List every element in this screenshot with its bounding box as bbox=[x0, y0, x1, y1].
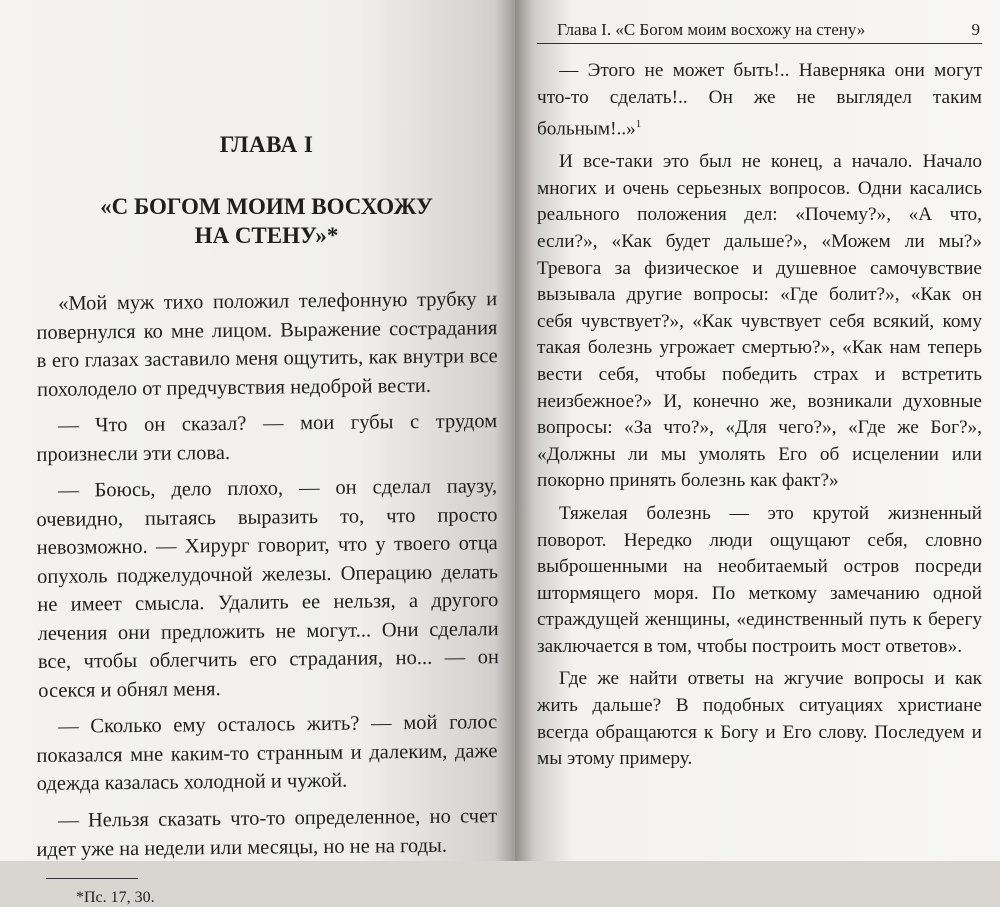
paragraph: И все-таки это был не конец, а начало. Начало многих и очень серьезных вопросов. Одни касались реального положения дел: «Почему?», «А что, если?», «Как будет дальше?», «Можем ли мы?» Тревога за физическое и душевное самочувствие вызывала другие вопросы: «Где болит?», «Как он себя чувствует?», «Как чувствует себя всякий, кому такая болезнь угрожает смертью?», «Как нам теперь вести себя, чтобы победить страх и встретить неизбежное?» И, конечно же, возникали духовные вопросы: «За что?», «Для чего?», «Где же Бог?», «Должны ли мы умолять Его об исцелении или покорно принять болезнь как факт?» bbox=[537, 151, 982, 492]
paragraph: — Боюсь, дело плохо, — он сделал паузу, очевидно, пытаясь выразить то, что просто невозможно. — Хирург говорит, что у твоего отца опухоль поджелудочной железы. Операцию делать не имеет смысла. Удалить ее нельзя, а другого лечения они предложить не могут... Они сделали все, чтобы облегчить его страдания, но... — он осекся и обнял меня. bbox=[36, 475, 500, 702]
footnote: *Пс. 17, 30. bbox=[76, 888, 155, 906]
paragraph-text: — Этого не может быть!.. Наверняка они могут что-то сделать!.. Он же не выглядел таким больным!..» bbox=[537, 60, 982, 140]
paragraph bbox=[537, 58, 982, 143]
paragraph: — Сколько ему осталось жить? — мой голос показался мне каким-то странным и далеким, даже одежда казалась холодной и чужой. bbox=[36, 711, 498, 795]
running-header bbox=[537, 20, 982, 44]
chapter-subtitle-line: «С БОГОМ МОИМ ВОСХОЖУ bbox=[100, 194, 433, 219]
paragraph: Где же найти ответы на жгучие вопросы и как жить дальше? В подобных ситуациях христиане всегда обращаются к Богу и Его слову. Последуем и мы этому примеру. bbox=[537, 668, 982, 770]
page-number: 9 bbox=[971, 20, 980, 39]
paragraph: — Что он сказал? — мои губы с трудом произнесли эти слова. bbox=[36, 410, 498, 466]
running-header-title: Глава I. «С Богом моим восхожу на стену» bbox=[557, 20, 866, 39]
chapter-subtitle-line: НА СТЕНУ»* bbox=[194, 223, 339, 248]
paragraph: — Нельзя сказать что-то определенное, но счет идет уже на недели или месяцы, но не на годы. bbox=[36, 804, 498, 860]
paragraph: «Мой муж тихо положил телефонную трубку и повернулся ко мне лицом. Выражение сострадания в его глазах заставило меня ощутить, как внутри все похолодело от предчувствия недоброй вести. bbox=[36, 288, 498, 401]
chapter-title: ГЛАВА I bbox=[219, 132, 314, 157]
right-page bbox=[515, 0, 1000, 861]
footnote-divider bbox=[46, 878, 138, 879]
chapter-subtitle bbox=[36, 192, 497, 250]
paragraph: Тяжелая болезнь — это крутой жизненный поворот. Нередко люди ощущают себя, словно выброшенными на необитаемый остров посреди штормящего моря. По меткому замечанию одной страждущей женщины, «единственный путь к берегу заключается в том, чтобы построить мост ответов». bbox=[537, 502, 982, 657]
footnote-marker: 1 bbox=[635, 118, 642, 131]
